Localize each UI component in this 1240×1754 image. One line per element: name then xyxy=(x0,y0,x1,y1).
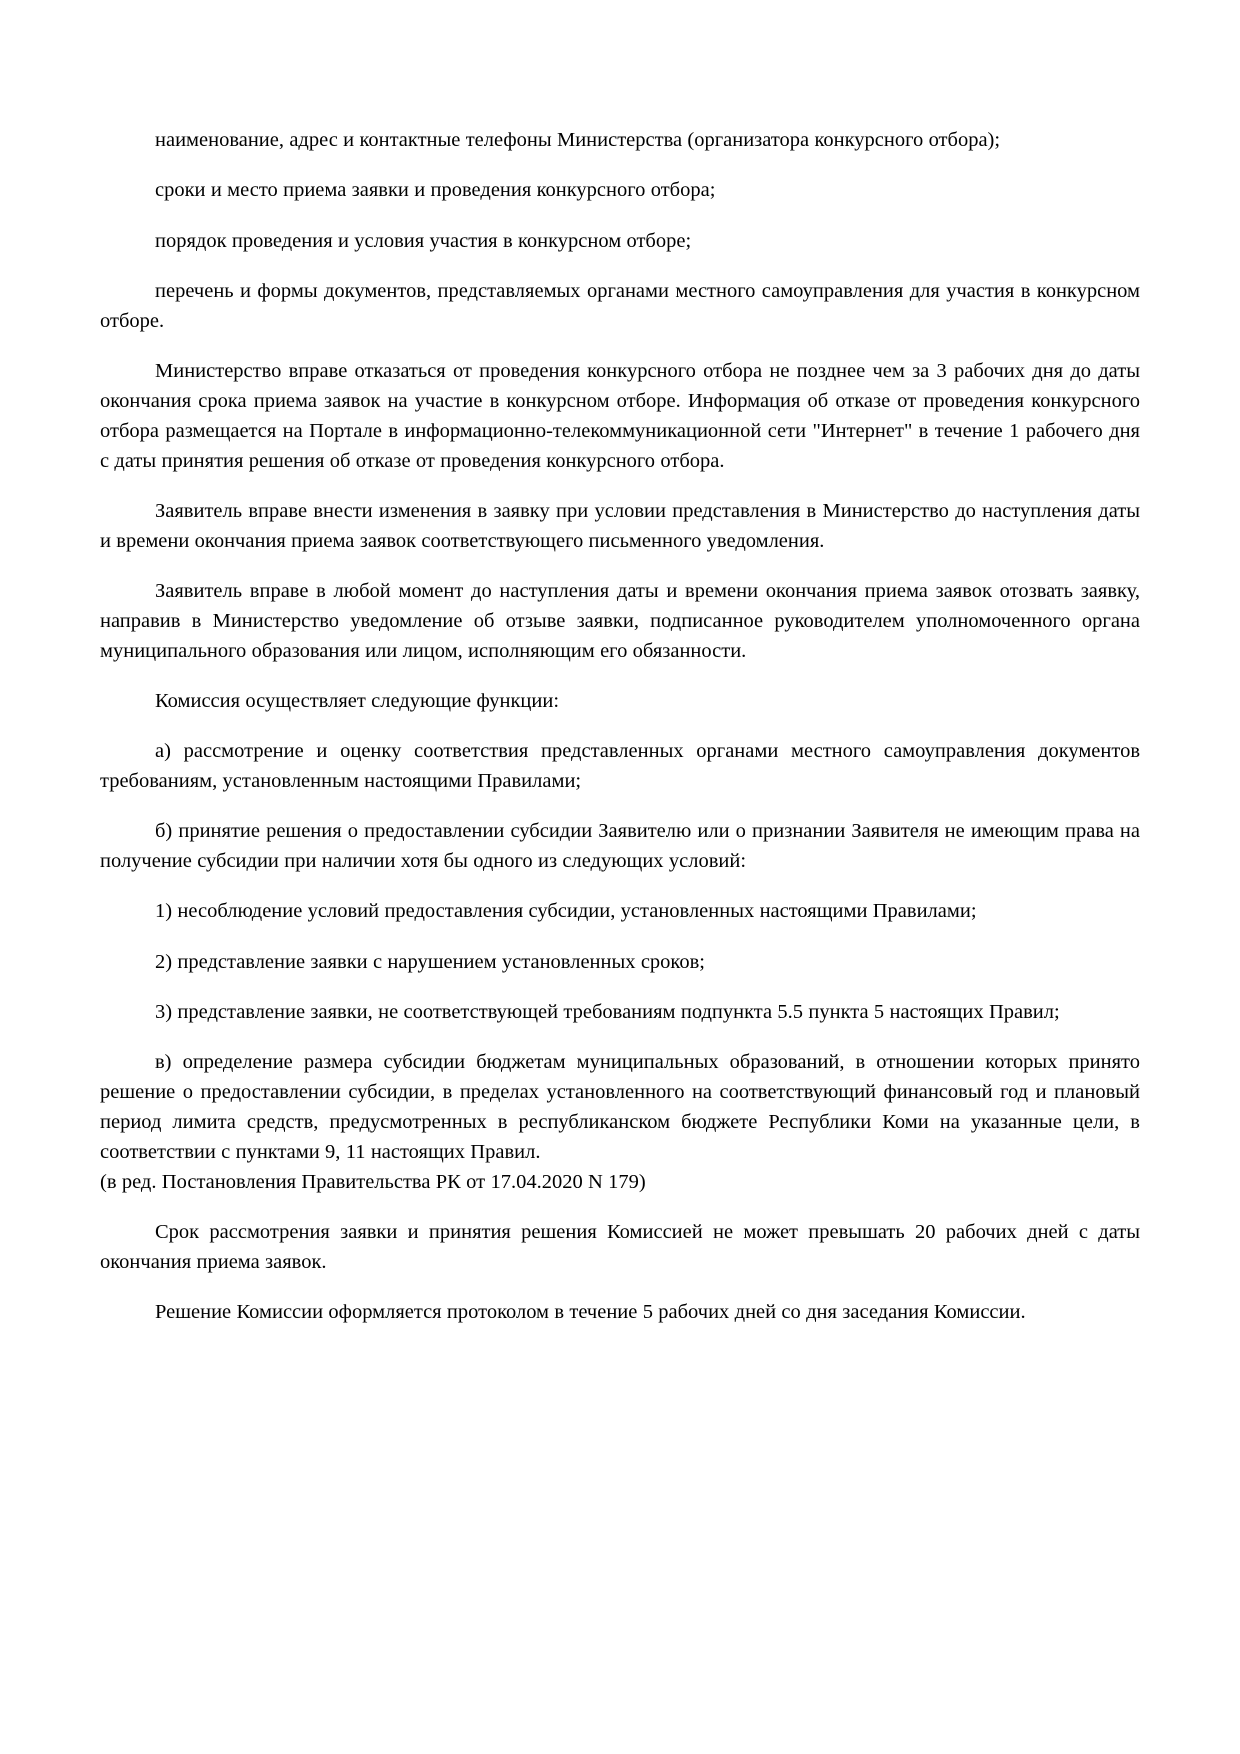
paragraph-review-period: Срок рассмотрения заявки и принятия решения Комиссией не может превышать 20 рабочих дней с даты окончания приема заявок. xyxy=(100,1220,1140,1273)
list-item-1-noncompliance: 1) несоблюдение условий предоставления субсидии, установленных настоящими Правилами; xyxy=(155,900,977,923)
paragraph-applicant-amendment-rights: Заявитель вправе внести изменения в заявку при условии представления в Министерство до наступления даты и времени окончания приема заявок соответствующего письменного уведомления. xyxy=(100,499,1140,552)
paragraph-competition-contacts: наименование, адрес и контактные телефоны Министерства (организатора конкурсного отбора); xyxy=(155,129,1001,151)
paragraph-application-deadlines: сроки и место приема заявки и проведения конкурсного отбора; xyxy=(155,179,716,202)
paragraph-commission-protocol: Решение Комиссии оформляется протоколом в течение 5 рабочих дней со дня заседания Комиссии. xyxy=(155,1301,1026,1324)
list-item-3-nonconforming-application: 3) представление заявки, не соответствующей требованиям подпункта 5.5 пункта 5 настоящих Правил; xyxy=(155,1001,1060,1024)
list-item-v-subsidy-amount: в) определение размера субсидии бюджетам муниципальных образований, в отношении которых принято решение о предоставлении субсидии, в пределах установленного на соответствующий финансовый год и плановый период лимита средств, предусмотренных в республиканском бюджете Республики Коми на указанные цели, в соответствии с пунктами 9, 11 настоящих Правил. xyxy=(100,1051,1140,1163)
amendment-citation: (в ред. Постановления Правительства РК от 17.04.2020 N 179) xyxy=(100,1170,646,1193)
paragraph-procedure-and-conditions: порядок проведения и условия участия в конкурсном отборе; xyxy=(155,229,692,252)
list-item-b-subsidy-decision: б) принятие решения о предоставлении субсидии Заявителю или о признании Заявителя не имеющим права на получение субсидии при наличии хотя бы одного из следующих условий: xyxy=(100,820,1140,873)
paragraph-ministry-refusal-rights: Министерство вправе отказаться от проведения конкурсного отбора не позднее чем за 3 рабочих дня до даты окончания срока приема заявок на участие в конкурсном отборе. Информация об отказе от проведения конкурсного отбора размещается на Портале в информационно-телекоммуникационной сети "Интернет" в течение 1 рабочего дня с даты принятия решения об отказе от проведения конкурсного отбора. xyxy=(100,360,1140,472)
list-item-2-late-submission: 2) представление заявки с нарушением установленных сроков; xyxy=(155,950,705,973)
paragraph-commission-functions-intro: Комиссия осуществляет следующие функции: xyxy=(155,689,560,712)
paragraph-applicant-withdrawal-rights: Заявитель вправе в любой момент до наступления даты и времени окончания приема заявок отозвать заявку, направив в Министерство уведомление об отзыве заявки, подписанное руководителем уполномоченного органа муниципального образования или лицом, исполняющим его обязанности. xyxy=(100,579,1140,662)
document-body xyxy=(100,126,1140,1328)
paragraph-document-list: перечень и формы документов, представляемых органами местного самоуправления для участия в конкурсном отборе. xyxy=(100,279,1140,332)
list-item-a-review-documents: а) рассмотрение и оценку соответствия представленных органами местного самоуправления документов требованиям, установленным настоящими Правилами; xyxy=(100,740,1140,792)
